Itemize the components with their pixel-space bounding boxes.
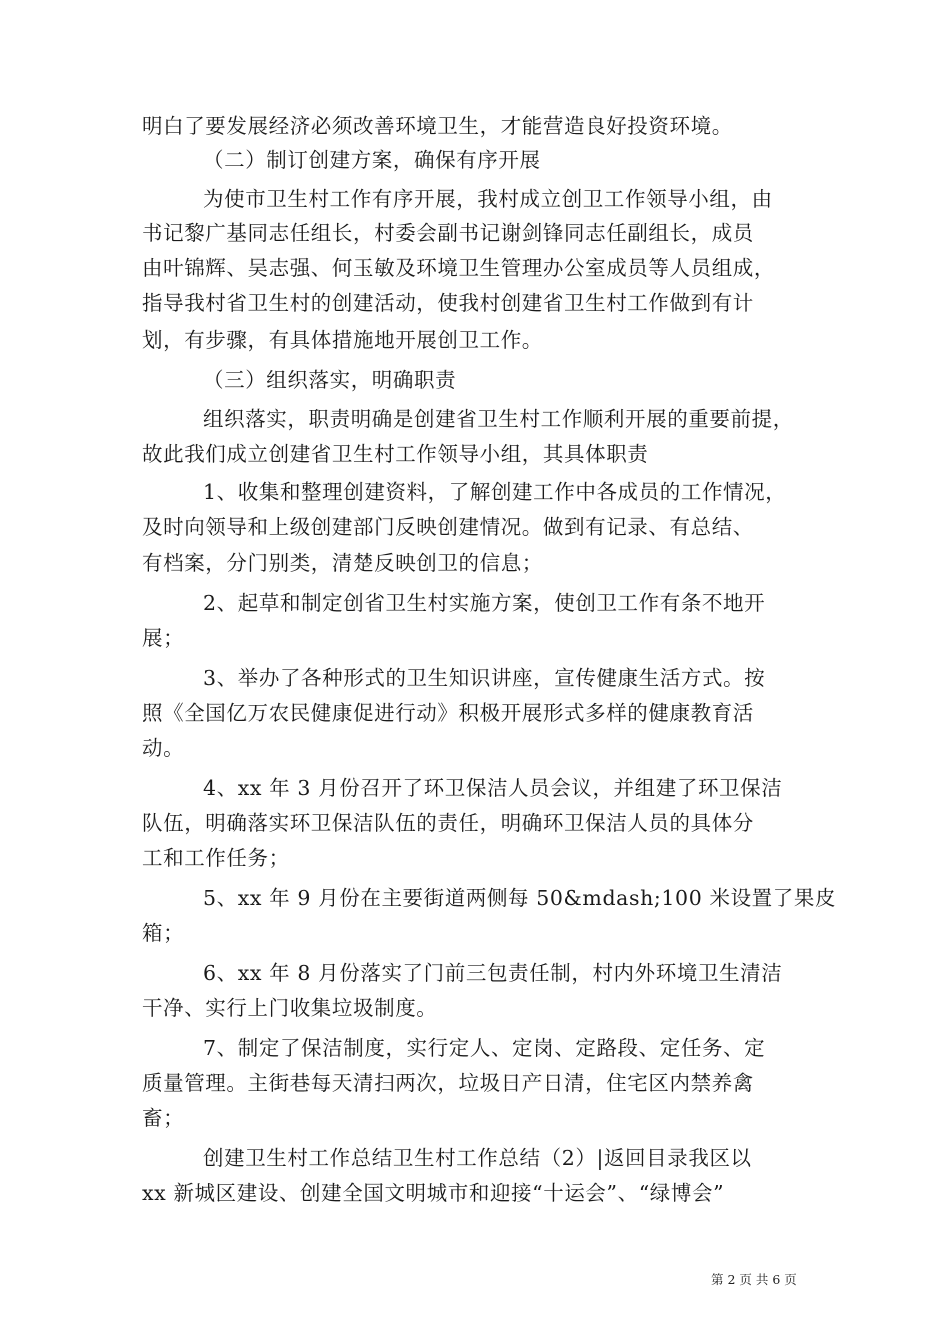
paragraph-line: 畜； [142,1106,185,1130]
section-heading-line: （二）制订创建方案，确保有序开展 [203,148,541,172]
paragraph-line: 干净、实行上门收集垃圾制度。 [142,996,438,1020]
paragraph-line: 故此我们成立创建省卫生村工作领导小组，其具体职责 [142,442,649,466]
paragraph-line: 为使市卫生村工作有序开展，我村成立创卫工作领导小组，由 [203,187,773,211]
paragraph-line: 7、制定了保洁制度，实行定人、定岗、定路段、定任务、定 [203,1036,766,1060]
paragraph-line: 6、xx 年 8 月份落实了门前三包责任制，村内外环境卫生清洁 [203,961,783,985]
page-number: 第 2 页 共 6 页 [711,1272,797,1287]
paragraph-line: 及时向领导和上级创建部门反映创建情况。做到有记录、有总结、 [142,515,754,539]
paragraph-line: 队伍，明确落实环卫保洁队伍的责任，明确环卫保洁人员的具体分 [142,811,754,835]
paragraph-line: 划，有步骤，有具体措施地开展创卫工作。 [142,328,543,352]
paragraph-line: 5、xx 年 9 月份在主要街道两侧每 50&mdash;100 米设置了果皮 [203,886,837,910]
paragraph-line: 指导我村省卫生村的创建活动，使我村创建省卫生村工作做到有计 [142,291,754,315]
section-heading-line: （三）组织落实，明确职责 [203,368,457,392]
paragraph-line: 创建卫生村工作总结卫生村工作总结（2）|返回目录我区以 [203,1146,752,1170]
paragraph-line: 动。 [142,736,185,760]
paragraph-line: 质量管理。主街巷每天清扫两次，垃圾日产日清，住宅区内禁养禽 [142,1071,754,1095]
paragraph-line: 书记黎广基同志任组长，村委会副书记谢剑锋同志任副组长，成员 [142,221,754,245]
paragraph-line: 照《全国亿万农民健康促进行动》积极开展形式多样的健康教育活 [142,701,754,725]
paragraph-line: 由叶锦辉、吴志强、何玉敏及环境卫生管理办公室成员等人员组成， [142,256,775,280]
paragraph-line: 3、举办了各种形式的卫生知识讲座，宣传健康生活方式。按 [203,666,766,690]
paragraph-line: 1、收集和整理创建资料，了解创建工作中各成员的工作情况， [203,480,787,504]
paragraph-line: 箱； [142,921,185,945]
paragraph-line: 明白了要发展经济必须改善环境卫生，才能营造良好投资环境。 [142,114,733,138]
paragraph-line: 2、起草和制定创省卫生村实施方案，使创卫工作有条不地开 [203,591,766,615]
paragraph-line: xx 新城区建设、创建全国文明城市和迎接“十运会”、“绿博会” [142,1181,725,1205]
paragraph-line: 有档案，分门别类，清楚反映创卫的信息； [142,551,543,575]
paragraph-line: 展； [142,626,185,650]
paragraph-line: 工和工作任务； [142,846,290,870]
paragraph-line: 组织落实，职责明确是创建省卫生村工作顺利开展的重要前提， [203,407,794,431]
paragraph-line: 4、xx 年 3 月份召开了环卫保洁人员会议，并组建了环卫保洁 [203,776,783,800]
